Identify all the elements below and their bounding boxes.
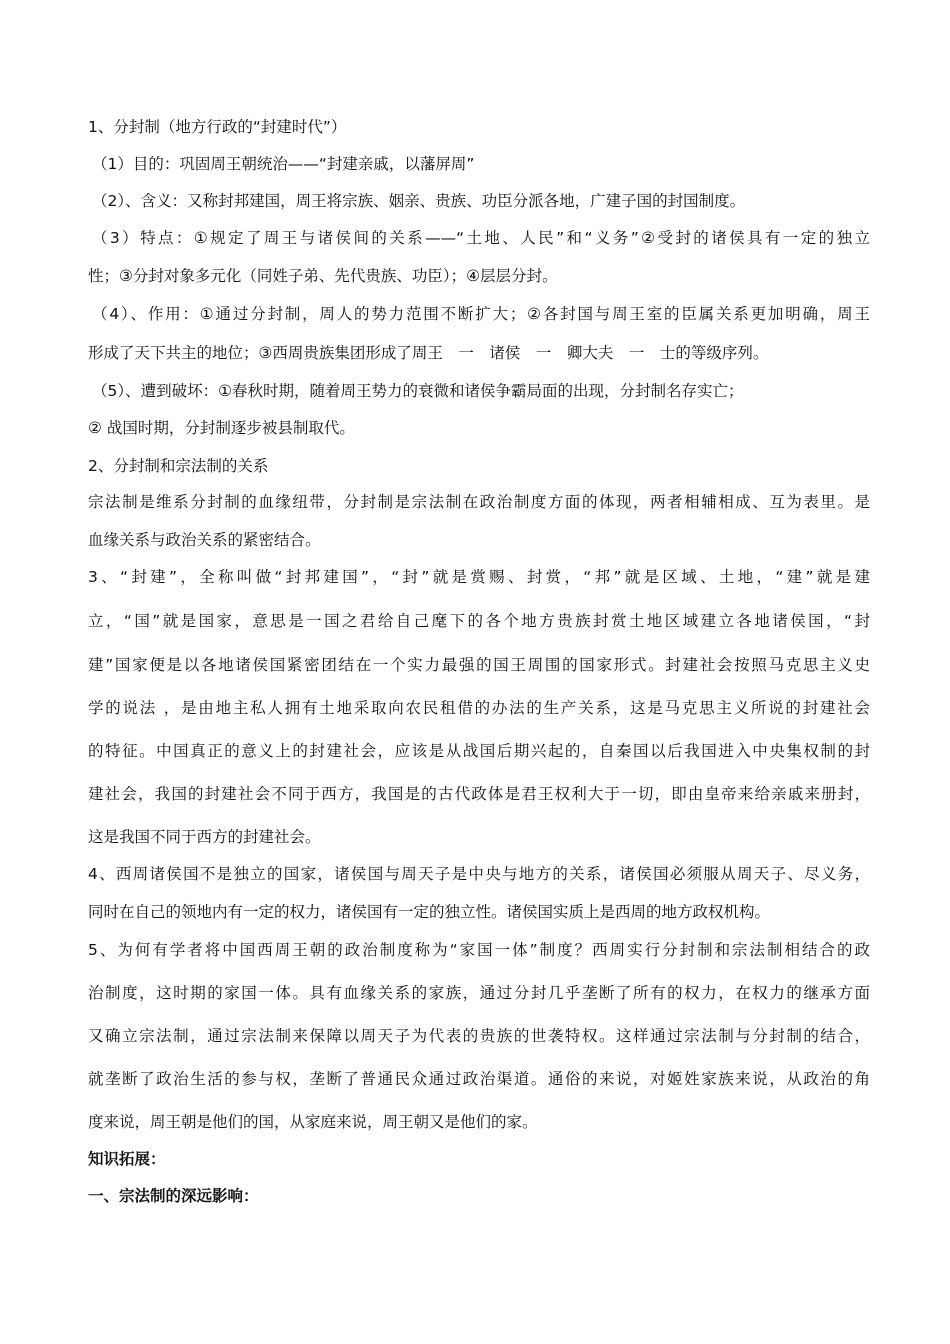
section-5-line-5: 度来说，周王朝是他们的国，从家庭来说，周王朝又是他们的家。 xyxy=(88,1113,538,1131)
section-1-features-line-1: （3）特点：①规定了周王与诸侯间的关系——“土地、人民”和“义务”②受封的诸侯具有一定的独立 xyxy=(92,229,870,247)
section-2-heading: 2、分封制和宗法制的关系 xyxy=(88,457,269,475)
section-5-line-3: 又确立宗法制，通过宗法制来保障以周天子为代表的贵族的世袭特权。这样通过宗法制与分封制的结合， xyxy=(88,1027,870,1045)
section-1-effect-line-1: （4）、作用：①通过分封制，周人的势力范围不断扩大；②各封国与周王室的臣属关系更加明确，周王 xyxy=(92,305,870,323)
section-3-line-2: 立，“国”就是国家，意思是一国之君给自己麾下的各个地方贵族封赏土地区域建立各地诸侯国，“封 xyxy=(88,612,870,630)
section-1-damage-line-1: （5）、遭到破坏：①春秋时期，随着周王势力的衰微和诸侯争霸局面的出现，分封制名存实亡； xyxy=(92,382,744,400)
section-3-line-1: 3、“封建”，全称叫做“封邦建国”，“封”就是赏赐、封赏，“邦”就是区域、土地，“建”就是建 xyxy=(88,568,870,586)
section-1-effect-line-2: 形成了天下共主的地位；③西周贵族集团形成了周王 一 诸侯 一 卿大夫 一 士的等级序列。 xyxy=(88,344,769,362)
section-2-body-line-2: 血缘关系与政治关系的紧密结合。 xyxy=(88,531,321,549)
section-5-line-4: 就垄断了政治生活的参与权，垄断了普通民众通过政治渠道。通俗的来说，对姬姓家族来说，从政治的角 xyxy=(88,1070,870,1088)
subsection-heading-clan-law-influence: 一、宗法制的深远影响： xyxy=(88,1187,259,1205)
section-1-damage-line-2: ② 战国时期，分封制逐步被县制取代。 xyxy=(88,419,355,437)
section-5-line-2: 治制度，这时期的家国一体。具有血缘关系的家族，通过分封几乎垄断了所有的权力，在权力的继承方面 xyxy=(88,984,870,1002)
section-3-line-7: 这是我国不同于西方的封建社会。 xyxy=(88,828,321,846)
section-3-line-6: 建社会，我国的封建社会不同于西方，我国是的古代政体是君王权利大于一切，即由皇帝来给亲戚来册封， xyxy=(88,785,870,803)
section-2-body-line-1: 宗法制是维系分封制的血缘纽带，分封制是宗法制在政治制度方面的体现，两者相辅相成、互为表里。是 xyxy=(88,493,870,511)
knowledge-extension-heading: 知识拓展： xyxy=(88,1150,166,1168)
section-1-purpose: （1）目的：巩固周王朝统治——“封建亲戚，以藩屏周” xyxy=(92,155,475,173)
section-1-features-line-2: 性；③分封对象多元化（同姓子弟、先代贵族、功臣）；④层层分封。 xyxy=(88,267,558,285)
section-4-line-1: 4、西周诸侯国不是独立的国家，诸侯国与周天子是中央与地方的关系，诸侯国必须服从周天子、尽义务， xyxy=(88,865,870,883)
section-1-heading: 1、分封制（地方行政的“封建时代”） xyxy=(88,118,347,136)
section-3-line-4: 学的说法 ，是由地主私人拥有土地采取向农民租借的办法的生产关系，这是马克思主义所说的封建社会 xyxy=(88,699,870,717)
section-1-meaning: （2）、含义：又称封邦建国，周王将宗族、姻亲、贵族、功臣分派各地，广建子国的封国制度。 xyxy=(92,192,746,210)
section-3-line-3: 建”国家便是以各地诸侯国紧密团结在一个实力最强的国王周围的国家形式。封建社会按照马克思主义史 xyxy=(88,656,870,674)
section-5-line-1: 5、为何有学者将中国西周王朝的政治制度称为“家国一体”制度？西周实行分封制和宗法制相结合的政 xyxy=(88,941,870,959)
section-3-line-5: 的特征。中国真正的意义上的封建社会，应该是从战国后期兴起的，自秦国以后我国进入中央集权制的封 xyxy=(88,742,870,760)
section-4-line-2: 同时在自己的领地内有一定的权力，诸侯国有一定的独立性。诸侯国实质上是西周的地方政权机构。 xyxy=(88,903,771,921)
